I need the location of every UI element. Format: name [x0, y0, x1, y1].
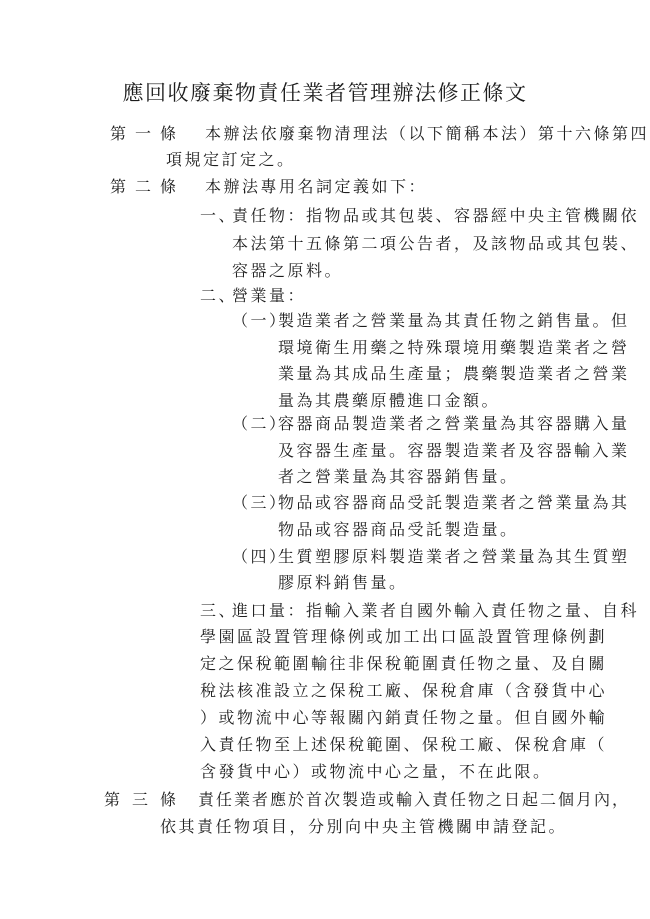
item-text-line: 定之保稅範圍輸往非保稅範圍責任物之量、及自關 — [200, 654, 608, 673]
subitem-text-line: 生質塑膠原料製造業者之營業量為其生質塑 — [278, 547, 630, 566]
subitem-text-line: 量為其農藥原體進口金額。 — [278, 391, 501, 410]
subitem-marker: （二） — [232, 414, 288, 433]
item-text-line: 學園區設置管理條例或加工出口區設置管理條例劃 — [200, 627, 608, 646]
item-text-line: 入責任物至上述保稅範圍、保稅工廠、保稅倉庫（ — [200, 735, 608, 754]
item-text-line: 本法第十五條第二項公告者，及該物品或其包裝、 — [232, 234, 640, 253]
article-1-text-line: 項規定訂定之。 — [166, 150, 296, 169]
item-text-line: 含發貨中心）或物流中心之量，不在此限。 — [200, 762, 552, 781]
subitem-text-line: 者之營業量為其容器銷售量。 — [278, 467, 519, 486]
subitem-marker: （一） — [232, 311, 288, 330]
item-marker: 三、 — [200, 601, 238, 620]
subitem-text-line: 製造業者之營業量為其責任物之銷售量。但 — [278, 311, 630, 330]
item-marker: 一、 — [200, 206, 238, 225]
article-3-label: 第三條 — [104, 790, 189, 809]
item-text-line: 進口量：指輸入業者自國外輸入責任物之量、自科 — [232, 601, 640, 620]
item-text-line: ）或物流中心等報關內銷責任物之量。但自國外輸 — [200, 708, 608, 727]
subitem-text-line: 物品或容器商品受託製造業者之營業量為其 — [278, 493, 630, 512]
document-title: 應回收廢棄物責任業者管理辦法修正條文 — [122, 81, 528, 105]
item-marker: 二、 — [200, 286, 238, 305]
subitem-text-line: 膠原料銷售量。 — [278, 573, 408, 592]
subitem-text-line: 物品或容器商品受託製造量。 — [278, 520, 519, 539]
item-text-line: 稅法核准設立之保稅工廠、保稅倉庫（含發貨中心 — [200, 681, 608, 700]
subitem-text-line: 業量為其成品生產量；農藥製造業者之營業 — [278, 364, 630, 383]
item-text-line: 容器之原料。 — [232, 261, 344, 280]
article-2-intro: 本辦法專用名詞定義如下： — [205, 177, 428, 196]
article-1-text-line: 本辦法依廢棄物清理法（以下簡稱本法）第十六條第四 — [205, 124, 650, 143]
article-1-label: 第一條 — [110, 124, 186, 143]
article-2-label: 第二條 — [110, 177, 186, 196]
article-3-text-line: 責任業者應於首次製造或輸入責任物之日起二個月內， — [198, 790, 631, 809]
subitem-marker: （三） — [232, 493, 288, 512]
subitem-text-line: 環境衛生用藥之特殊環境用藥製造業者之營 — [278, 338, 630, 357]
article-3-text-line: 依其責任物項目，分別向中央主管機關申請登記。 — [160, 817, 568, 836]
subitem-text-line: 及容器生產量。容器製造業者及容器輸入業 — [278, 441, 630, 460]
subitem-text-line: 容器商品製造業者之營業量為其容器購入量 — [278, 414, 630, 433]
subitem-marker: （四） — [232, 547, 288, 566]
item-text-line: 營業量： — [232, 286, 307, 305]
item-text-line: 責任物：指物品或其包裝、容器經中央主管機關依 — [232, 206, 640, 225]
